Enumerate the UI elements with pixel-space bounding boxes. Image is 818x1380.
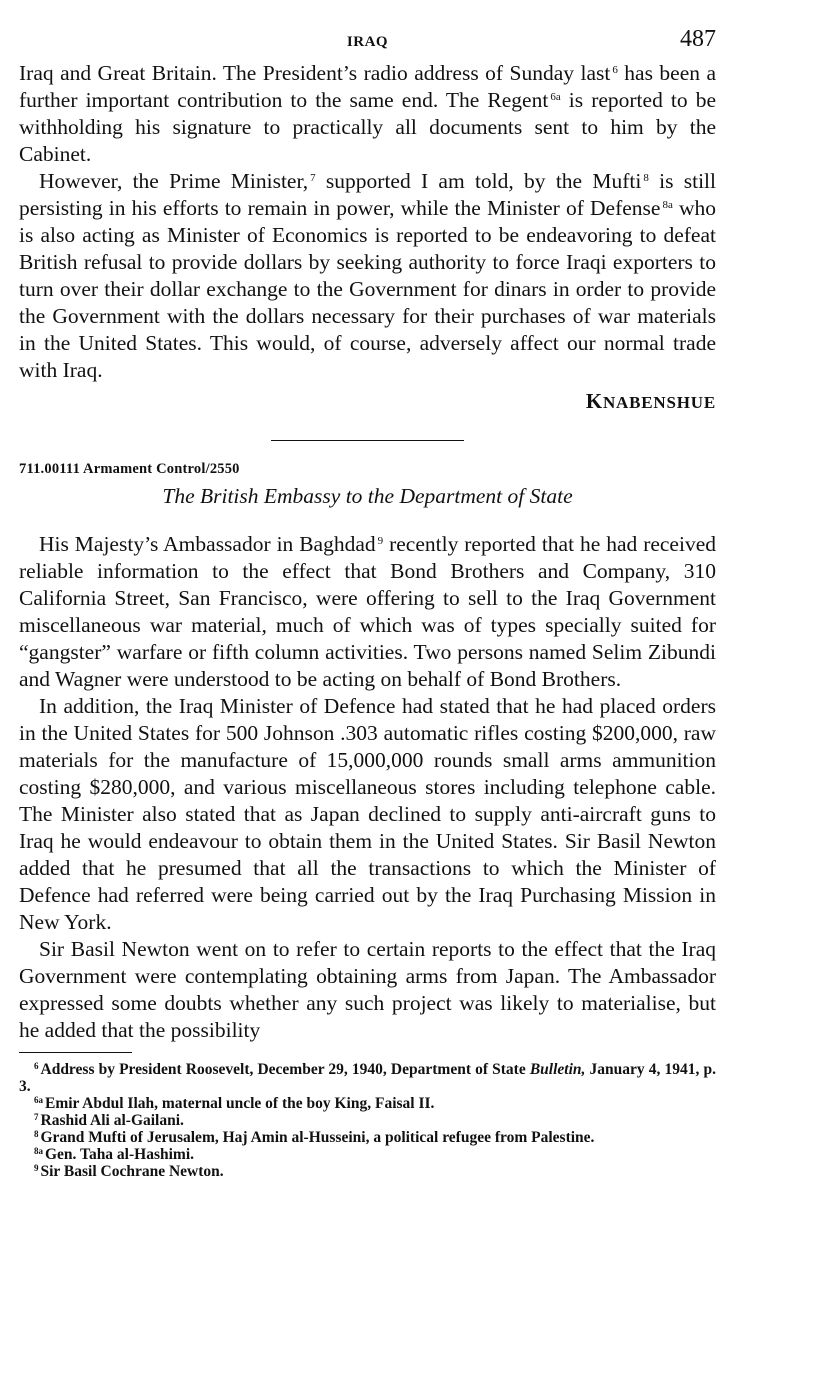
running-head: IRAQ	[346, 34, 389, 50]
paragraph	[19, 168, 716, 384]
footnote-ref: 7	[310, 172, 316, 184]
footnote	[19, 1095, 716, 1112]
footnote-mark: 7	[34, 1112, 39, 1122]
footnote-mark: 6	[34, 1061, 39, 1071]
footnote	[19, 1129, 716, 1146]
text-run: has been a further important contribution to the same end. The Regent	[19, 61, 716, 112]
signature-initial: K	[585, 389, 603, 413]
text-run: However, the Prime Minister,	[39, 169, 309, 193]
footnote-mark: 8a	[34, 1146, 43, 1156]
document-body	[19, 531, 716, 1044]
section-divider	[271, 440, 464, 441]
document-title: The British Embassy to the Department of State	[162, 484, 573, 508]
footnote	[19, 1146, 716, 1163]
paragraph	[19, 531, 716, 693]
footnote-text: Gen. Taha al-Hashimi.	[45, 1146, 195, 1163]
document-page	[19, 26, 716, 1180]
page-number: 487	[680, 26, 716, 52]
footnote-mark: 9	[34, 1163, 39, 1173]
footnote-text: Grand Mufti of Jerusalem, Haj Amin al-Husseini, a political refugee from Palestine.	[40, 1129, 595, 1146]
signature	[19, 388, 716, 416]
footnote-ref: 6	[612, 64, 618, 76]
footnote-ref: 6a	[550, 91, 561, 103]
text-run: supported I am told, by the Mufti	[315, 169, 642, 193]
footnote-italic: Bulletin,	[529, 1061, 586, 1078]
text-run: recently reported that he had received reliable information to the effect that Bond Brothers and Company, 310 California Street, San Francisco, were offering to sell to the Iraq Government miscellaneous war material, much of which was of types specially suited for “gangster” warfare or fifth column activities. Two persons named Selim Zibundi and Wagner were understood to be acting on behalf of Bond Brothers.	[19, 532, 716, 691]
paragraph: Sir Basil Newton went on to refer to certain reports to the effect that the Iraq Government were contemplating obtaining arms from Japan. The Ambassador expressed some doubts whether any such project was likely to materialise, but he added that the possibility	[19, 937, 716, 1042]
paragraph	[19, 60, 716, 168]
text-run: Iraq and Great Britain. The President’s radio address of Sunday last	[19, 61, 611, 85]
footnote-text: Emir Abdul Ilah, maternal uncle of the boy King, Faisal II.	[45, 1095, 435, 1112]
footnote-mark: 8	[34, 1129, 39, 1139]
text-run: is still persisting in his efforts to remain in power, while the Minister of Defense	[19, 169, 716, 220]
footnote-text: Address by President Roosevelt, December 29, 1940, Department of State	[40, 1061, 530, 1078]
page-header	[19, 26, 716, 60]
text-run: is reported to be withholding his signature to practically all documents sent to him by the Cabinet.	[19, 88, 716, 166]
paragraph: In addition, the Iraq Minister of Defence had stated that he had placed orders in the United States for 500 Johnson .303 automatic rifles costing $200,000, raw materials for the manufacture of 15,000,000 rounds small arms ammunition costing $280,000, and various miscellaneous stores including telephone cable. The Minister also stated that as Japan declined to supply anti-aircraft guns to Iraq he would endeavour to obtain them in the United States. Sir Basil Newton added that he presumed that all the transactions to which the Minister of Defence had referred were being carried out by the Iraq Purchasing Mission in New York.	[19, 694, 716, 934]
text-run: His Majesty’s Ambassador in Baghdad	[39, 532, 376, 556]
letter-continuation	[19, 60, 716, 416]
footnote	[19, 1163, 716, 1180]
footnote-text: Sir Basil Cochrane Newton.	[40, 1163, 224, 1180]
footnote-ref: 8a	[662, 199, 673, 211]
footnote	[19, 1112, 716, 1129]
text-run: who is also acting as Minister of Economics is reported to be endeavoring to defeat British refusal to provide dollars by seeking authority to force Iraqi exporters to turn over their dollar exchange to the Government for dinars in order to provide the Government with the dollars necessary for their purchases of war materials in the United States. This would, of course, adversely affect our normal trade with Iraq.	[19, 196, 716, 382]
footnotes	[19, 1061, 716, 1180]
footnote-ref: 9	[377, 535, 384, 547]
footnote-mark: 6a	[34, 1095, 43, 1105]
footnote-text: Rashid Ali al-Gailani.	[40, 1112, 184, 1129]
file-reference: 711.00111 Armament Control/2550	[19, 461, 240, 477]
footnote-text: January 4, 1941, p. 3.	[19, 1061, 716, 1095]
footnote-rule	[19, 1052, 132, 1053]
footnote-ref: 8	[643, 172, 649, 184]
footnote	[19, 1061, 716, 1095]
signature-rest: NABENSHUE	[602, 393, 716, 412]
